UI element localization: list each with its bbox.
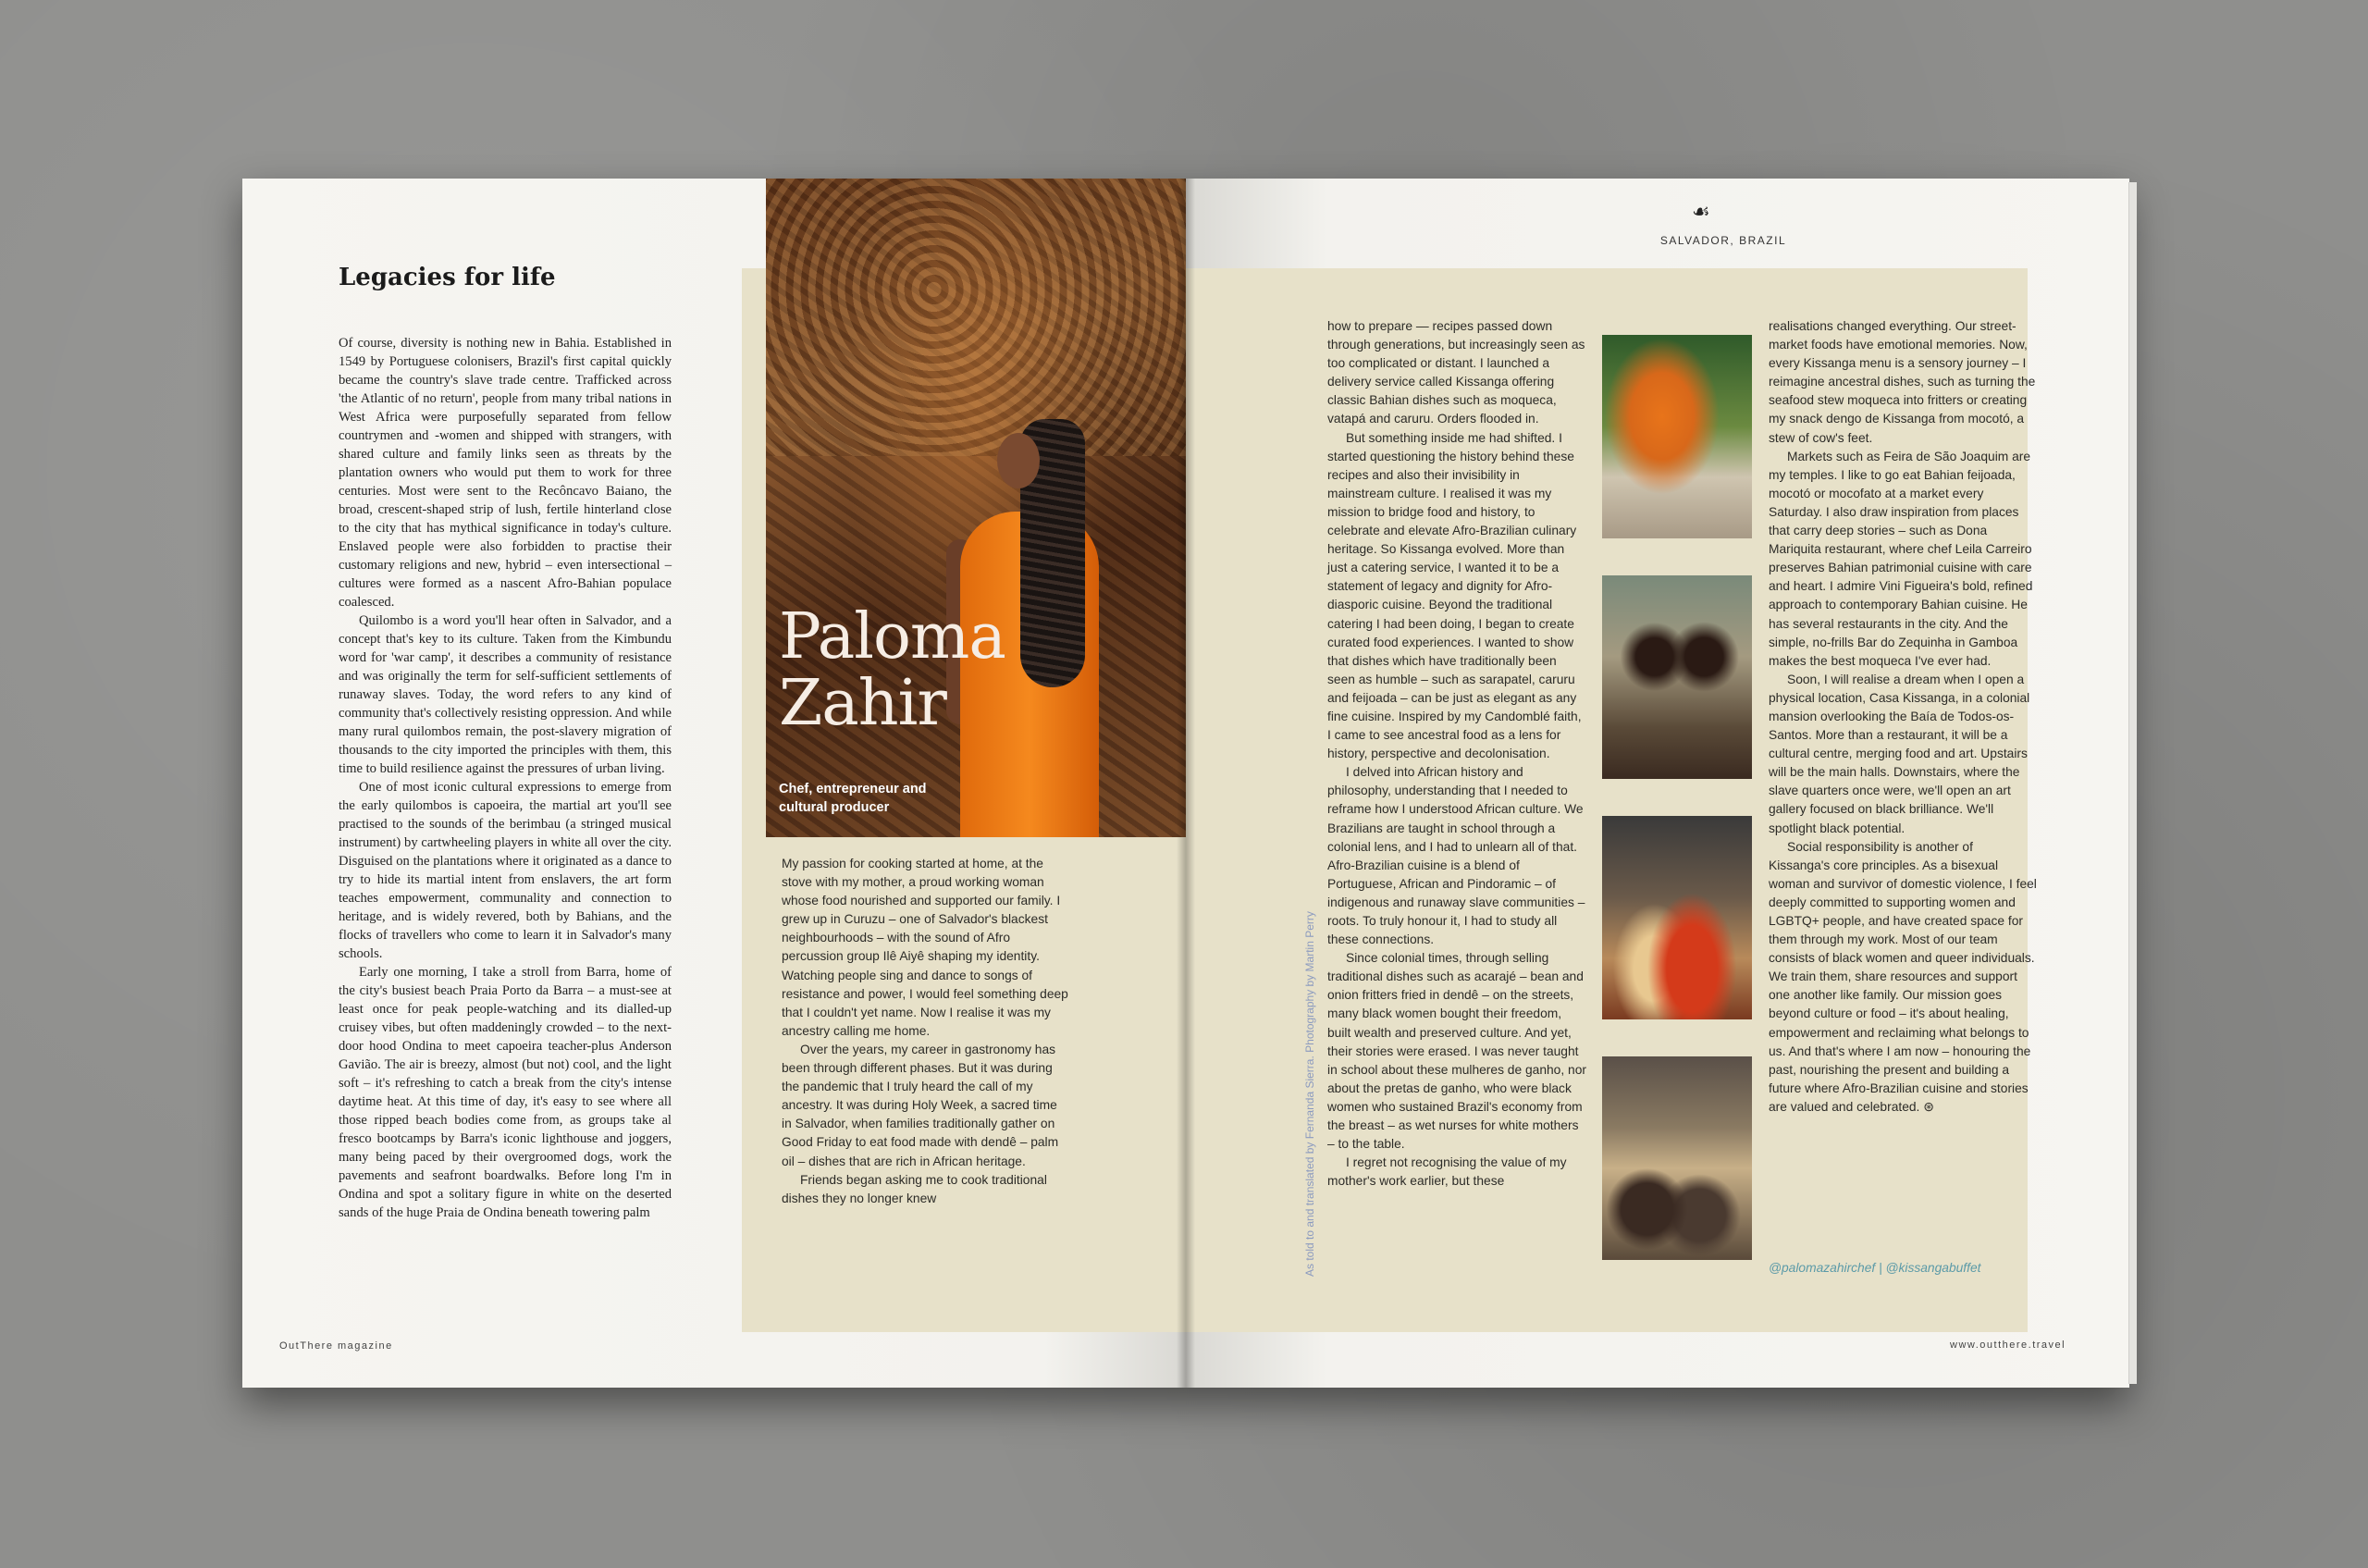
interview-paragraph: Over the years, my career in gastronomy has been through different phases. But it was during the pandemic that I truly heard the call of my ancestry. It was during Holy Week, a sacred time in Salvador, when families traditionally gather on Good Friday to eat food made with dendê – palm oil – dishes that are rich in African heritage. [782, 1042, 1059, 1168]
folio-left: OutThere magazine [279, 1340, 393, 1352]
portrait-photo [766, 179, 1186, 837]
article-paragraph: Quilombo is a word you'll hear often in Salvador, and a concept that's key to its culture. Taken from the Kimbundu word for 'war camp', it describes a community of resistance and was originally the term for self-sufficient settlements of runaway slaves. Today, the word refers to any kind of community that's collectively resisting oppression. And while many rural quilombos remain, the post-slavery migration of thousands to the city imported the principles with them, this time to build resilience against the pressures of urban living. [339, 613, 672, 776]
left-article-column [339, 334, 672, 1222]
left-page [242, 179, 1186, 1388]
bird-logo-icon: ☙ [1692, 201, 1710, 224]
interview-paragraph: Markets such as Feira de São Joaquim are my temples. I like to go eat Bahian feijoada, mocotó or mocofato at a market every Saturday. I also draw inspiration from places that carry deep stories – such as Dona Mariquita restaurant, where chef Leila Carreiro preserves Bahian patrimonial cuisine with care and heart. I admire Vini Figueira's bold, refined approach to contemporary Bahian cuisine. He has several restaurants in the city. And the simple, no-frills Bar do Zequinha in Gamboa makes the best moqueca I've ever had. [1769, 449, 2033, 668]
interview-paragraph: Since colonial times, through selling traditional dishes such as acarajé – bean and onion fritters fried in dendê – on the streets, many black women bought their freedom, built wealth and preserved culture. And yet, their stories were erased. I was never taught in school about these mulheres de ganho, nor about the pretas de ganho, who were black women who sustained Brazil's economy from the breast – as wet nurses for white mothers – to the table. [1327, 951, 1586, 1152]
portrait-face [997, 433, 1040, 488]
profile-name-first: Paloma [779, 600, 1005, 673]
photo-market [1602, 816, 1752, 1019]
interview-paragraph: Social responsibility is another of Kissanga's core principles. As a bisexual woman and survivor of domestic violence, I feel deeply committed to supporting women and LGBTQ+ people, and have created space for them through my work. Most of our team consists of black women and queer individuals. We train them, share resources and support one another like family. Our mission goes beyond culture or food – it's about healing, empowerment and reclaiming what belongs to us. And that's where I am now – honouring the past, nourishing the present and building a future where Afro-Brazilian cuisine and stories are valued and celebrated. ⊛ [1769, 839, 2037, 1114]
interview-column-2-body [1327, 317, 1586, 1191]
social-handles[interactable]: @palomazahirchef | @kissangabuffet [1769, 1261, 1981, 1275]
page-edge [2128, 182, 2137, 1384]
spine-gutter [1177, 179, 1195, 1388]
interview-paragraph: But something inside me had shifted. I started questioning the history behind these recipes and also their invisibility in mainstream culture. I realised it was my mission to bridge food and history, to celebrate and elevate Afro-Brazilian culinary heritage. So Kissanga evolved. More than just a catering service, I wanted it to be a statement of legacy and dignity for Afro-diasporic cuisine. Beyond the traditional catering I had been doing, I began to create curated food experiences. I wanted to show that dishes which have traditionally been seen as humble – such as sarapatel, caruru and feijoada – can be just as elegant as any fine cuisine. Inspired by my Candomblé faith, I came to see ancestral food as a lens for history, perspective and decolonisation. [1327, 430, 1582, 761]
folio-right: www.outthere.travel [1950, 1340, 2066, 1351]
interview-paragraph: I delved into African history and philosophy, understanding that I needed to reframe how I understood African culture. We Brazilians are taught in school through a colonial lens, and I had to unlearn all of that. Afro-Brazilian cuisine is a blend of Portuguese, African and Pindoramic – of indigenous and runaway slave communities – roots. To truly honour it, I had to study all these connections. [1327, 765, 1585, 947]
article-paragraph: Early one morning, I take a stroll from Barra, home of the city's busiest beach Praia Porto da Barra – a must-see at least once for peak people-watching and its dialled-up cruisey vibes, but often maddeningly crowded – to the next-door hood Ondina to meet capoeira teacher-plus Anderson Gavião. The air is breezy, almost (but not) cool, and the light soft – it's refreshing to catch a break from the city's intense daytime heat. At this time of day, it's easy to see where all those ripped beach bodies come from, as groups take al fresco bootcamps by Barra's iconic lighthouse and joggers, many being paced by their overgroomed dogs, work the pavements and seafront boardwalks. Before long I'm in Ondina and spot a solitary figure in white on the deserted sands of the huge Praia de Ondina beneath towering palm [339, 965, 672, 1220]
profile-role [779, 780, 927, 817]
article-paragraph: Of course, diversity is nothing new in Bahia. Established in 1549 by Portuguese colonisers, Brazil's first capital quickly became the country's slave trade centre. Trafficked across 'the Atlantic of no return', people from many tribal nations in West Africa were purposefully separated from fellow countrymen and -women and shipped with strangers, with shared culture and family links seen as threats by the plantation owners who would put them to work for three centuries. Most were sent to the Recôncavo Baiano, the broad, crescent-shaped strip of lush, fertile hinterland close to the city that has mythical significance in today's culture. Enslaved people were also forbidden to practise their customary religions and new, hybrid – even intersectional – cultures were formed as a nascent Afro-Bahian populace coalesced. [339, 336, 672, 610]
photo-statues [1602, 575, 1752, 779]
interview-paragraph: Friends began asking me to cook traditional dishes they no longer knew [782, 1172, 1047, 1205]
profile-name-last: Zahir [779, 667, 946, 740]
interview-paragraph: how to prepare — recipes passed down through generations, but increasingly seen as too complicated or distant. I launched a delivery service called Kissanga offering classic Bahian dishes such as moqueca, vatapá and caruru. Orders flooded in. [1327, 319, 1585, 426]
photo-chef-seated [1602, 335, 1752, 538]
profile-role-line: Chef, entrepreneur and [779, 782, 927, 796]
profile-role-line: cultural producer [779, 800, 890, 815]
photo-strip [1602, 0, 1752, 1568]
interview-paragraph: realisations changed everything. Our street-market foods have emotional memories. Now, every Kissanga menu is a sensory journey – I reimagine ancestral dishes, such as turning the seafood stew moqueca into fritters or creating my snack dengo de Kissanga from mocotó, a stew of cow's feet. [1769, 319, 2036, 445]
interview-paragraph: I regret not recognising the value of my mother's work earlier, but these [1327, 1155, 1567, 1189]
interview-paragraph: My passion for cooking started at home, at the stove with my mother, a proud working woman whose food nourished and supported our family. I grew up in Curuzu – one of Salvador's blackest neighbourhoods – with the sound of Afro percussion group Ilê Aiyê shaping my identity. Watching people sing and dance to songs of resistance and power, I would feel something deep that I couldn't yet name. Now I realise it was my ancestry calling me home. [782, 857, 1068, 1038]
photo-credit-text: As told to and translated by Fernanda Sierra. Photography by Martin Perry [1303, 911, 1316, 1277]
photo-clay-pots [1602, 1056, 1752, 1260]
profile-name [779, 600, 1005, 740]
interview-column-1 [782, 855, 1068, 1208]
interview-paragraph: Soon, I will realise a dream when I open a physical location, Casa Kissanga, in a colonial mansion overlooking the Baía de Todos-os-Santos. More than a restaurant, it will be a cultural centre, merging food and art. Upstairs will be the main halls. Downstairs, where the slave quarters once were, we'll open an art gallery focused on black brilliance. We'll spotlight black potential. [1769, 672, 2030, 835]
article-paragraph: One of most iconic cultural expressions to emerge from the early quilombos is capoeira, the martial art you'll see practised to the sounds of the berimbau (a stringed musical instrument) by cartwheeling players in white all over the city. Disguised on the plantations where it originated as a dance to try to hide its martial intent from enslavers, the art form teaches empowerment, communality and connection to heritage, and is widely revered, both by Bahians, and the flocks of travellers who come to learn it in Salvador's many schools. [339, 780, 672, 961]
running-head: SALVADOR, BRAZIL [1659, 234, 1787, 247]
section-heading: Legacies for life [339, 264, 556, 291]
baskets-backdrop [766, 179, 1186, 456]
interview-column-3-body [1769, 317, 2037, 1117]
